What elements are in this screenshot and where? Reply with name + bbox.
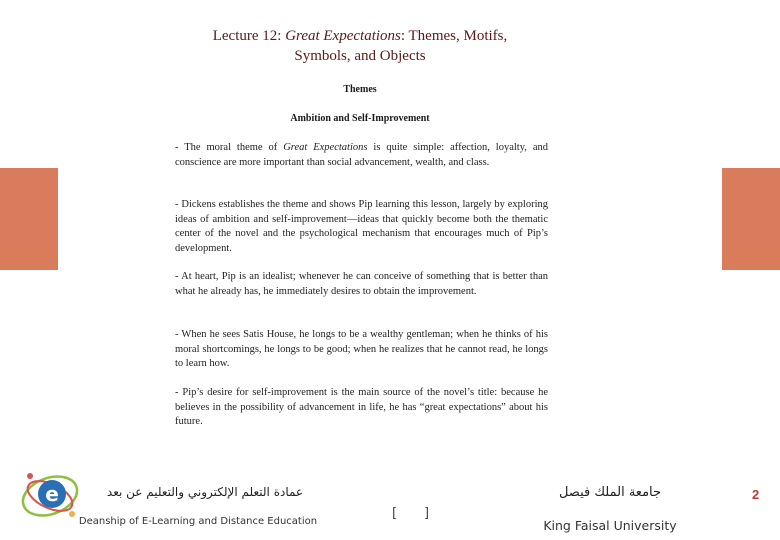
page-number: 2 — [752, 487, 760, 502]
subsection-heading: Ambition and Self-Improvement — [290, 113, 430, 124]
paragraph-4: - When he sees Satis House, he longs to be a wealthy gentleman; when he thinks of his moral shortcomings, he longs to be good; when he realizes that he cannot read, he longs to learn how. — [175, 329, 548, 369]
elearning-logo-icon — [18, 462, 82, 526]
university-arabic: جامعة الملك فيصل — [558, 485, 662, 500]
title-suffix: : Themes, Motifs, — [400, 28, 508, 44]
paragraph-5: - Pip’s desire for self-improvement is the main source of the novel’s title: because he believes in the possibility of advancement in life, he has “great expectations” about his future. — [175, 387, 548, 427]
left-accent-bar — [0, 168, 58, 270]
p1-before: - The moral theme of — [175, 142, 284, 153]
p1-italic: Great Expectations — [283, 142, 368, 153]
right-accent-bar — [722, 168, 780, 270]
paragraph-2: - Dickens establishes the theme and shows Pip learning this lesson, largely by exploring ideas of ambition and self-improvement—ideas that quickly become both the thematic center of the novel and the psychological mechanism that encourages much of Pip’s development. — [175, 199, 548, 254]
section-heading: Themes — [343, 84, 377, 95]
title-line-2: Symbols, and Objects — [294, 48, 426, 64]
slide-title — [150, 26, 570, 66]
title-prefix: Lecture 12: — [212, 28, 286, 44]
bracket-close: ] — [424, 506, 430, 521]
title-line-1 — [150, 26, 570, 46]
p1-after: is quite simple: affection, loyalty, and conscience are more important than social advancement, wealth, and class. — [175, 142, 548, 168]
logo-letter: e — [45, 482, 59, 506]
university-english: King Faisal University — [543, 518, 677, 533]
title-italic: Great Expectations — [285, 28, 401, 44]
bracket-open: [ — [392, 506, 398, 521]
deanship-english: Deanship of E-Learning and Distance Education — [78, 516, 318, 527]
deanship-arabic: عمادة التعلم الإلكتروني والتعليم عن بعد — [106, 485, 304, 499]
paragraph-1 — [175, 141, 548, 170]
paragraph-3: - At heart, Pip is an idealist; whenever he can conceive of something that is better than what he already has, he immediately desires to obtain the improvement. — [175, 271, 548, 297]
